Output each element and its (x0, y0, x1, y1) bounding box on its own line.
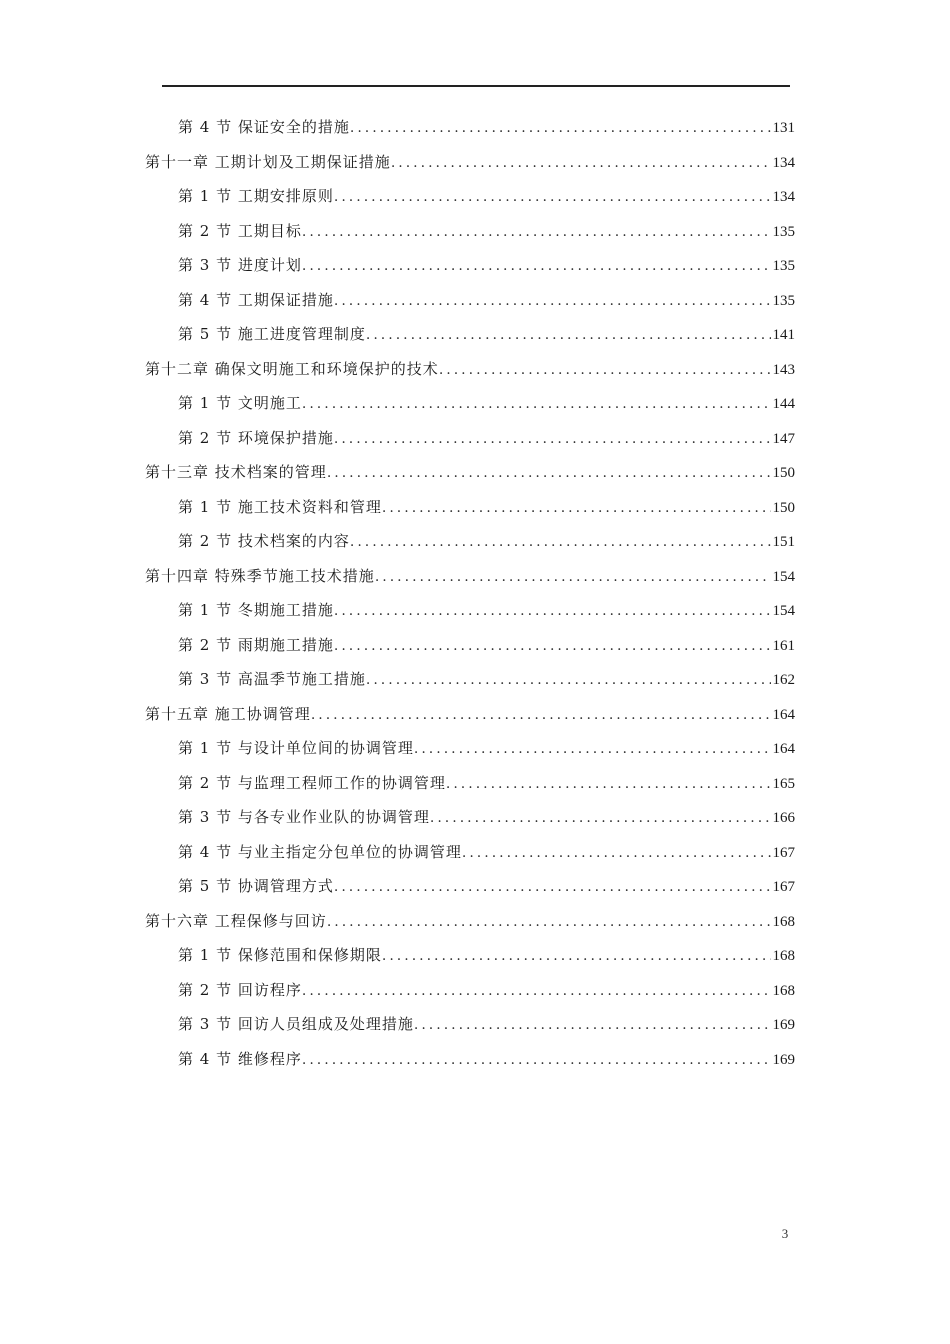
toc-dot-leader (302, 224, 771, 240)
toc-chapter-entry[interactable] (145, 703, 795, 738)
toc-entry-label: 技术档案的管理 (214, 463, 327, 481)
toc-dot-leader (382, 500, 771, 516)
toc-dot-leader (366, 327, 771, 343)
toc-entry-title (178, 668, 366, 689)
toc-entry-page: 166 (772, 810, 795, 826)
toc-entry-label: 工期安排原则 (237, 187, 334, 205)
toc-entry-page: 151 (772, 534, 795, 550)
toc-entry-label: 冬期施工措施 (237, 601, 334, 619)
toc-entry-label: 环境保护措施 (237, 428, 334, 447)
toc-dot-leader (334, 431, 771, 447)
toc-section-entry[interactable] (145, 289, 795, 324)
toc-entry-number: 第 2 节 (178, 532, 233, 550)
toc-entry-page: 168 (772, 913, 795, 930)
toc-entry-title (178, 979, 302, 1000)
toc-section-entry[interactable] (145, 427, 795, 462)
toc-dot-leader (334, 603, 771, 619)
toc-section-entry[interactable] (145, 979, 795, 1014)
toc-entry-page: 167 (772, 844, 795, 861)
toc-entry-label: 保修范围和保修期限 (237, 946, 382, 964)
toc-dot-leader (430, 810, 771, 826)
toc-entry-label: 工程保修与回访 (214, 911, 327, 930)
toc-entry-page: 144 (772, 396, 795, 412)
toc-dot-leader (350, 120, 771, 136)
toc-section-entry[interactable] (145, 772, 795, 807)
toc-entry-label: 工期计划及工期保证措施 (214, 152, 391, 171)
toc-dot-leader (414, 741, 771, 757)
toc-section-entry[interactable] (145, 634, 795, 669)
toc-section-entry[interactable] (145, 530, 795, 565)
toc-section-entry[interactable] (145, 1013, 795, 1048)
toc-section-entry[interactable] (145, 875, 795, 910)
toc-entry-number: 第 5 节 (178, 877, 233, 895)
toc-section-entry[interactable] (145, 254, 795, 289)
toc-dot-leader (311, 707, 771, 723)
toc-entry-page: 154 (772, 603, 795, 619)
toc-entry-title (178, 772, 446, 793)
toc-entry-number: 第 2 节 (178, 221, 233, 240)
toc-entry-page: 161 (772, 637, 795, 654)
toc-entry-title (178, 185, 334, 206)
toc-dot-leader (334, 293, 771, 309)
toc-dot-leader (302, 983, 771, 999)
toc-entry-title (178, 1048, 302, 1069)
toc-entry-number: 第 3 节 (178, 808, 233, 826)
toc-entry-label: 进度计划 (237, 256, 302, 274)
toc-dot-leader (302, 1052, 771, 1068)
toc-entry-title (178, 634, 334, 655)
toc-entry-label: 工期目标 (237, 221, 302, 240)
toc-entry-number: 第 1 节 (178, 187, 233, 205)
toc-entry-title (178, 737, 414, 758)
toc-entry-label: 文明施工 (237, 394, 302, 412)
toc-entry-page: 143 (772, 361, 795, 378)
toc-entry-page: 134 (772, 154, 795, 171)
toc-entry-page: 141 (772, 327, 795, 343)
toc-entry-page: 150 (772, 499, 795, 516)
toc-entry-title (178, 392, 302, 413)
toc-entry-title (145, 358, 439, 379)
toc-entry-label: 雨期施工措施 (237, 635, 334, 654)
toc-entry-title (178, 806, 430, 827)
toc-dot-leader (391, 155, 771, 171)
toc-section-entry[interactable] (145, 496, 795, 531)
toc-chapter-entry[interactable] (145, 461, 795, 496)
toc-entry-number: 第十四章 (145, 566, 210, 585)
toc-dot-leader (414, 1017, 771, 1033)
toc-entry-number: 第 3 节 (178, 670, 233, 688)
toc-entry-label: 与监理工程师工作的协调管理 (237, 773, 446, 792)
toc-dot-leader (302, 258, 771, 274)
toc-dot-leader (302, 396, 771, 412)
toc-dot-leader (350, 534, 771, 550)
toc-entry-page: 164 (772, 741, 795, 757)
toc-section-entry[interactable] (145, 737, 795, 772)
toc-entry-page: 167 (772, 879, 795, 895)
toc-dot-leader (334, 879, 771, 895)
toc-entry-page: 147 (772, 430, 795, 447)
toc-dot-leader (382, 948, 771, 964)
toc-entry-page: 154 (772, 568, 795, 585)
toc-entry-number: 第十三章 (145, 463, 210, 481)
toc-entry-title (145, 910, 327, 931)
toc-entry-title (178, 254, 302, 275)
toc-entry-label: 与业主指定分包单位的协调管理 (237, 842, 462, 861)
toc-entry-label: 确保文明施工和环境保护的技术 (214, 359, 439, 378)
toc-entry-title (145, 151, 391, 172)
toc-chapter-entry[interactable] (145, 358, 795, 393)
toc-entry-number: 第 2 节 (178, 428, 233, 447)
toc-entry-label: 与各专业作业队的协调管理 (237, 808, 430, 826)
toc-entry-title (145, 703, 311, 724)
toc-dot-leader (334, 189, 771, 205)
toc-entry-page: 135 (772, 223, 795, 240)
toc-dot-leader (327, 465, 771, 481)
toc-dot-leader (334, 638, 771, 654)
toc-entry-number: 第十五章 (145, 704, 210, 723)
toc-entry-title (178, 1013, 414, 1034)
toc-entry-page: 168 (772, 948, 795, 964)
toc-entry-title (178, 599, 334, 620)
toc-entry-label: 工期保证措施 (237, 290, 334, 309)
toc-entry-label: 高温季节施工措施 (237, 670, 366, 688)
toc-entry-label: 保证安全的措施 (237, 118, 350, 136)
toc-entry-title (178, 841, 462, 862)
toc-entry-number: 第 3 节 (178, 1015, 233, 1033)
toc-entry-label: 施工协调管理 (214, 704, 311, 723)
toc-entry-title (178, 427, 334, 448)
toc-entry-title (178, 289, 334, 310)
toc-dot-leader (446, 776, 771, 792)
toc-entry-number: 第 4 节 (178, 290, 233, 309)
toc-entry-label: 维修程序 (237, 1049, 302, 1068)
toc-entry-page: 164 (772, 706, 795, 723)
toc-entry-number: 第 3 节 (178, 256, 233, 274)
toc-section-entry[interactable] (145, 841, 795, 876)
toc-section-entry[interactable] (145, 668, 795, 703)
table-of-contents (145, 116, 795, 1082)
toc-entry-number: 第 4 节 (178, 842, 233, 861)
toc-entry-label: 特殊季节施工技术措施 (214, 566, 375, 585)
toc-section-entry[interactable] (145, 806, 795, 841)
toc-entry-number: 第 2 节 (178, 773, 233, 792)
toc-entry-number: 第 1 节 (178, 394, 233, 412)
toc-entry-label: 技术档案的内容 (237, 532, 350, 550)
toc-chapter-entry[interactable] (145, 565, 795, 600)
toc-entry-label: 回访程序 (237, 980, 302, 999)
toc-dot-leader (439, 362, 771, 378)
toc-entry-number: 第 1 节 (178, 739, 233, 757)
toc-entry-number: 第 4 节 (178, 1049, 233, 1068)
header-rule (162, 85, 790, 87)
toc-section-entry[interactable] (145, 1048, 795, 1083)
toc-section-entry[interactable] (145, 323, 795, 358)
toc-entry-label: 施工技术资料和管理 (237, 497, 382, 516)
toc-entry-title (178, 530, 350, 551)
toc-entry-label: 施工进度管理制度 (237, 325, 366, 343)
toc-entry-page: 169 (772, 1017, 795, 1033)
toc-section-entry[interactable] (145, 220, 795, 255)
toc-entry-number: 第 1 节 (178, 946, 233, 964)
toc-entry-title (145, 565, 375, 586)
toc-entry-title (178, 496, 382, 517)
toc-entry-title (178, 116, 350, 137)
toc-entry-title (178, 875, 334, 896)
toc-entry-page: 162 (772, 672, 795, 688)
toc-entry-number: 第十六章 (145, 911, 210, 930)
toc-section-entry[interactable] (145, 116, 795, 151)
toc-dot-leader (327, 914, 771, 930)
toc-entry-number: 第十二章 (145, 359, 210, 378)
toc-entry-number: 第 5 节 (178, 325, 233, 343)
toc-entry-page: 169 (772, 1051, 795, 1068)
toc-entry-page: 131 (772, 120, 795, 136)
toc-entry-label: 回访人员组成及处理措施 (237, 1015, 414, 1033)
toc-entry-page: 135 (772, 258, 795, 274)
toc-entry-number: 第 1 节 (178, 601, 233, 619)
toc-entry-label: 与设计单位间的协调管理 (237, 739, 414, 757)
toc-entry-title (178, 323, 366, 344)
toc-entry-number: 第 4 节 (178, 118, 233, 136)
toc-entry-title (178, 944, 382, 965)
toc-entry-title (145, 461, 327, 482)
page-number: 3 (781, 1226, 789, 1241)
toc-chapter-entry[interactable] (145, 910, 795, 945)
toc-section-entry[interactable] (145, 599, 795, 634)
toc-entry-title (178, 220, 302, 241)
toc-section-entry[interactable] (145, 185, 795, 220)
toc-dot-leader (366, 672, 771, 688)
toc-entry-number: 第 2 节 (178, 980, 233, 999)
toc-entry-label: 协调管理方式 (237, 877, 334, 895)
toc-entry-page: 165 (772, 775, 795, 792)
toc-entry-page: 135 (772, 292, 795, 309)
toc-section-entry[interactable] (145, 944, 795, 979)
toc-dot-leader (375, 569, 771, 585)
toc-entry-number: 第 2 节 (178, 635, 233, 654)
toc-entry-page: 134 (772, 189, 795, 205)
toc-chapter-entry[interactable] (145, 151, 795, 186)
toc-entry-page: 168 (772, 982, 795, 999)
toc-entry-page: 150 (772, 465, 795, 481)
toc-section-entry[interactable] (145, 392, 795, 427)
toc-entry-number: 第 1 节 (178, 497, 233, 516)
toc-dot-leader (462, 845, 771, 861)
toc-entry-number: 第十一章 (145, 152, 210, 171)
